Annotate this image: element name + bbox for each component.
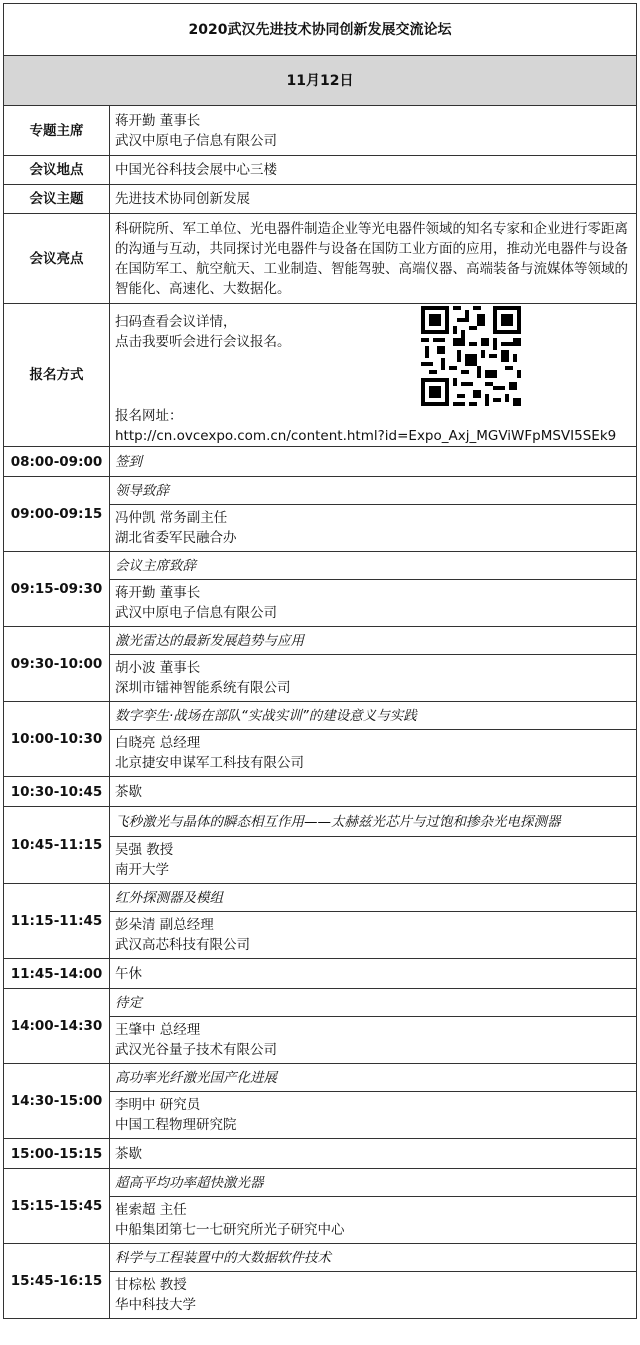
session-time: 15:00-15:15 bbox=[4, 1139, 110, 1169]
speaker-name: 冯仲凯 常务副主任 bbox=[115, 510, 228, 526]
session-row bbox=[4, 552, 637, 580]
session-time: 10:30-10:45 bbox=[4, 777, 110, 807]
session-time: 09:30-10:00 bbox=[4, 627, 110, 702]
speaker-org: 武汉高芯科技有限公司 bbox=[115, 937, 250, 953]
session-topic: 飞秒激光与晶体的瞬态相互作用——太赫兹光芯片与过饱和掺杂光电探测器 bbox=[110, 807, 637, 837]
session-speaker bbox=[110, 505, 637, 552]
session-topic: 数字孪生·战场在部队“实战实训”的建设意义与实践 bbox=[110, 702, 637, 730]
session-speaker bbox=[110, 1017, 637, 1064]
session-row bbox=[4, 1244, 637, 1272]
date-header: 11月12日 bbox=[4, 56, 637, 106]
registration-url-label: 报名网址： bbox=[115, 408, 183, 424]
session-time: 14:30-15:00 bbox=[4, 1064, 110, 1139]
session-row bbox=[4, 477, 637, 505]
session-row bbox=[4, 989, 637, 1017]
highlights-label: 会议亮点 bbox=[4, 214, 110, 304]
session-topic: 会议主席致辞 bbox=[110, 552, 637, 580]
session-topic: 红外探测器及模组 bbox=[110, 884, 637, 912]
session-row bbox=[4, 447, 637, 477]
session-time: 10:45-11:15 bbox=[4, 807, 110, 884]
highlights-value: 科研院所、军工单位、光电器件制造企业等光电器件领域的知名专家和企业进行零距离的沟通与互动，共同探讨光电器件与设备在国防工业方面的应用，推动光电器件与设备在国防军工、航空航天、工业制造、智能驾驶、高端仪器、高端装备与流媒体等领域的智能化、高速化、大数据化。 bbox=[110, 214, 637, 304]
speaker-org: 武汉光谷量子技术有限公司 bbox=[115, 1042, 277, 1058]
session-time: 14:00-14:30 bbox=[4, 989, 110, 1064]
session-row bbox=[4, 1064, 637, 1092]
speaker-org: 深圳市镭神智能系统有限公司 bbox=[115, 680, 291, 696]
agenda-table bbox=[3, 3, 637, 1319]
session-time: 15:45-16:15 bbox=[4, 1244, 110, 1319]
registration-url-link[interactable]: http://cn.ovcexpo.com.cn/content.html?id=Expo_Axj_MGViWFpMSVI5SEk9 bbox=[115, 428, 617, 444]
session-topic: 超高平均功率超快激光器 bbox=[110, 1169, 637, 1197]
session-row bbox=[4, 959, 637, 989]
speaker-org: 中国工程物理研究院 bbox=[115, 1117, 237, 1133]
speaker-org: 北京捷安申谋军工科技有限公司 bbox=[115, 755, 304, 771]
forum-title: 2020武汉先进技术协同创新发展交流论坛 bbox=[4, 4, 637, 56]
speaker-org: 武汉中原电子信息有限公司 bbox=[115, 605, 277, 621]
schedule bbox=[4, 447, 637, 1319]
session-speaker bbox=[110, 1092, 637, 1139]
session-time: 11:45-14:00 bbox=[4, 959, 110, 989]
session-break: 茶歇 bbox=[110, 1139, 637, 1169]
speaker-name: 吴强 教授 bbox=[115, 842, 174, 858]
session-time: 09:00-09:15 bbox=[4, 477, 110, 552]
session-topic: 待定 bbox=[110, 989, 637, 1017]
registration-value bbox=[110, 304, 637, 447]
session-time: 10:00-10:30 bbox=[4, 702, 110, 777]
theme-value: 先进技术协同创新发展 bbox=[110, 185, 637, 214]
session-speaker bbox=[110, 730, 637, 777]
session-speaker bbox=[110, 1197, 637, 1244]
session-time: 15:15-15:45 bbox=[4, 1169, 110, 1244]
registration-label: 报名方式 bbox=[4, 304, 110, 447]
session-row bbox=[4, 807, 637, 837]
session-row bbox=[4, 702, 637, 730]
chair-name: 蒋开勤 董事长 bbox=[115, 112, 201, 129]
session-break: 茶歇 bbox=[110, 777, 637, 807]
session-speaker bbox=[110, 580, 637, 627]
venue-label: 会议地点 bbox=[4, 156, 110, 185]
session-speaker bbox=[110, 1272, 637, 1319]
speaker-org: 南开大学 bbox=[115, 862, 169, 878]
speaker-name: 彭朵清 副总经理 bbox=[115, 917, 214, 933]
session-time: 11:15-11:45 bbox=[4, 884, 110, 959]
session-topic: 科学与工程装置中的大数据软件技术 bbox=[110, 1244, 637, 1272]
speaker-name: 白晓亮 总经理 bbox=[115, 735, 201, 751]
registration-line-2: 点击我要听会进行会议报名。 bbox=[115, 334, 291, 350]
session-row bbox=[4, 627, 637, 655]
session-speaker bbox=[110, 837, 637, 884]
session-speaker bbox=[110, 912, 637, 959]
session-speaker bbox=[110, 655, 637, 702]
theme-label: 会议主题 bbox=[4, 185, 110, 214]
speaker-name: 崔索超 主任 bbox=[115, 1202, 187, 1218]
session-break: 午休 bbox=[110, 959, 637, 989]
session-row bbox=[4, 1169, 637, 1197]
session-time: 08:00-09:00 bbox=[4, 447, 110, 477]
speaker-name: 李明中 研究员 bbox=[115, 1097, 201, 1113]
chair-value bbox=[110, 106, 637, 156]
chair-label: 专题主席 bbox=[4, 106, 110, 156]
chair-org: 武汉中原电子信息有限公司 bbox=[115, 132, 277, 149]
speaker-name: 胡小波 董事长 bbox=[115, 660, 201, 676]
session-row bbox=[4, 1139, 637, 1169]
speaker-name: 王肇中 总经理 bbox=[115, 1022, 201, 1038]
session-row bbox=[4, 884, 637, 912]
session-topic: 领导致辞 bbox=[110, 477, 637, 505]
speaker-name: 蒋开勤 董事长 bbox=[115, 585, 201, 601]
session-row bbox=[4, 777, 637, 807]
session-topic: 激光雷达的最新发展趋势与应用 bbox=[110, 627, 637, 655]
speaker-name: 甘棕松 教授 bbox=[115, 1277, 187, 1293]
venue-value: 中国光谷科技会展中心三楼 bbox=[110, 156, 637, 185]
qr-code-icon[interactable] bbox=[421, 306, 521, 406]
session-topic: 高功率光纤激光国产化进展 bbox=[110, 1064, 637, 1092]
session-topic: 签到 bbox=[110, 447, 637, 477]
speaker-org: 中船集团第七一七研究所光子研究中心 bbox=[115, 1222, 345, 1238]
session-time: 09:15-09:30 bbox=[4, 552, 110, 627]
speaker-org: 湖北省委军民融合办 bbox=[115, 530, 237, 546]
registration-line-1: 扫码查看会议详情， bbox=[115, 314, 237, 330]
speaker-org: 华中科技大学 bbox=[115, 1297, 196, 1313]
